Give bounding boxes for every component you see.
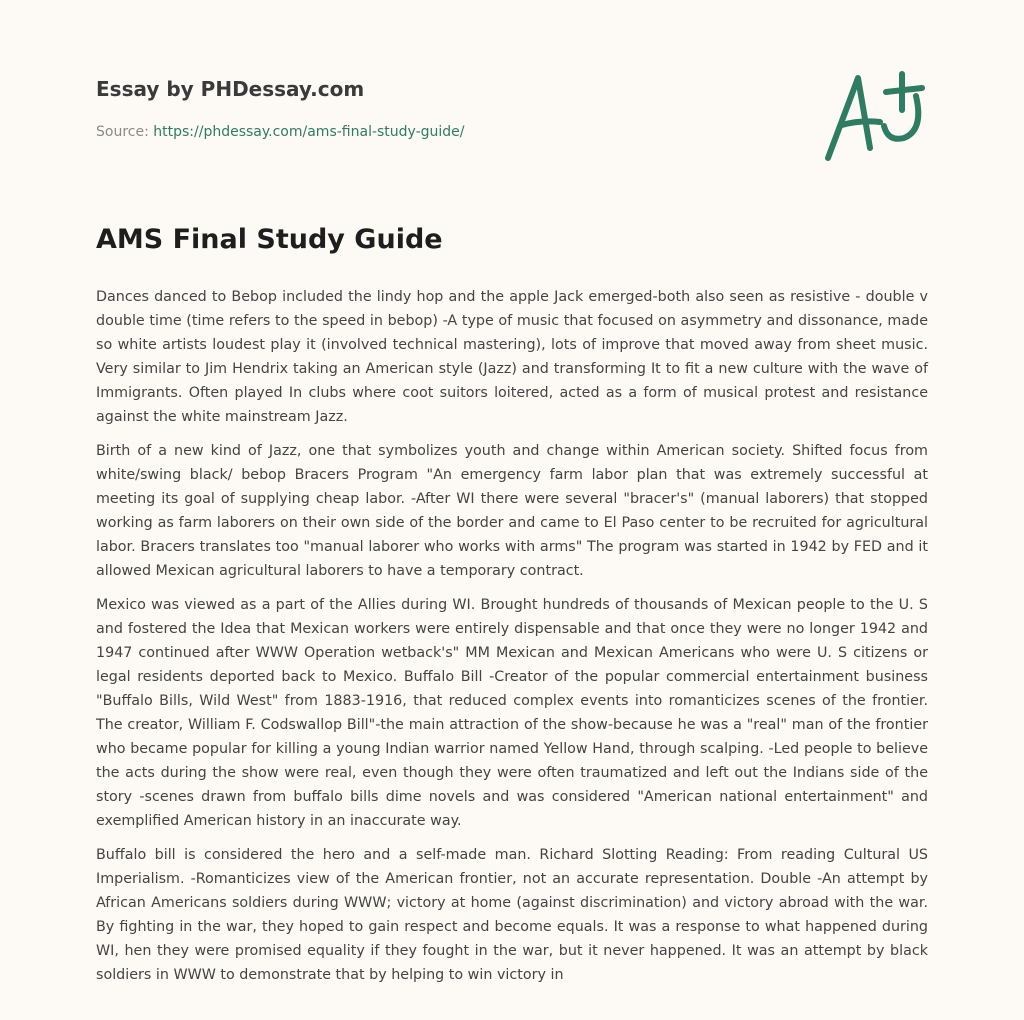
essay-body [96, 285, 928, 997]
source-label: Source: [96, 124, 149, 140]
source-link[interactable]: https://phdessay.com/ams-final-study-guide/ [153, 124, 465, 140]
paragraph: Birth of a new kind of Jazz, one that symbolizes youth and change within American society. Shifted focus from white/swing black/ bebop Bracers Program "An emergency farm labor plan that was extremely successful at meeting its goal of supplying cheap labor. -After WI there were several "bracer's" (manual laborers) that stopped working as farm laborers on their own side of the border and came to El Paso center to be recruited for agricultural labor. Bracers translates too "manual laborer who works with arms" The program was started in 1942 by FED and it allowed Mexican agricultural laborers to have a temporary contract. [96, 443, 928, 579]
paragraph: Buffalo bill is considered the hero and a self-made man. Richard Slotting Reading: From reading Cultural US Imperialism. -Romanticizes view of the American frontier, not an accurate representation. Double -An attempt by African Americans soldiers during WWW; victory at home (against discrimination) and victory abroad with the war. By fighting in the war, they hoped to gain respect and become equals. It was a response to what happened during WI, hen they were promised equality if they fought in the war, but it never happened. It was an attempt by black soldiers in WWW to demonstrate that by helping to win victory in [96, 847, 928, 983]
source-line [96, 124, 465, 140]
site-brand: Essay by PHDessay.com [96, 77, 365, 101]
paragraph: Mexico was viewed as a part of the Allies during WI. Brought hundreds of thousands of Mexican people to the U. S and fostered the Idea that Mexican workers were entirely dispensable and that once they were no longer 1942 and 1947 continued after WWW Operation wetback's" MM Mexican and Mexican Americans who were U. S citizens or legal residents deported back to Mexico. Buffalo Bill -Creator of the popular commercial entertainment business "Buffalo Bills, Wild West" from 1883-1916, that reduced complex events into romanticizes scenes of the frontier. The creator, William F. Codswallop Bill"-the main attraction of the show-because he was a "real" man of the frontier who became popular for killing a young Indian warrior named Yellow Hand, through scalping. -Led people to believe the acts during the show were real, even though they were often traumatized and left out the Indians side of the story -scenes drawn from buffalo bills dime novels and was considered "American national entertainment" and exemplified American history in an inaccurate way. [96, 597, 928, 829]
paragraph: Dances danced to Bebop included the lindy hop and the apple Jack emerged-both also seen as resistive - double v double time (time refers to the speed in bebop) -A type of music that focused on asymmetry and dissonance, made so white artists loudest play it (involved technical mastering), lots of improve that moved away from sheet music. Very similar to Jim Hendrix taking an American style (Jazz) and transforming It to fit a new culture with the wave of Immigrants. Often played In clubs where coot suitors loitered, acted as a form of musical protest and resistance against the white mainstream Jazz. [96, 289, 928, 425]
a-plus-logo-icon [820, 70, 930, 170]
page-title: AMS Final Study Guide [96, 224, 443, 255]
